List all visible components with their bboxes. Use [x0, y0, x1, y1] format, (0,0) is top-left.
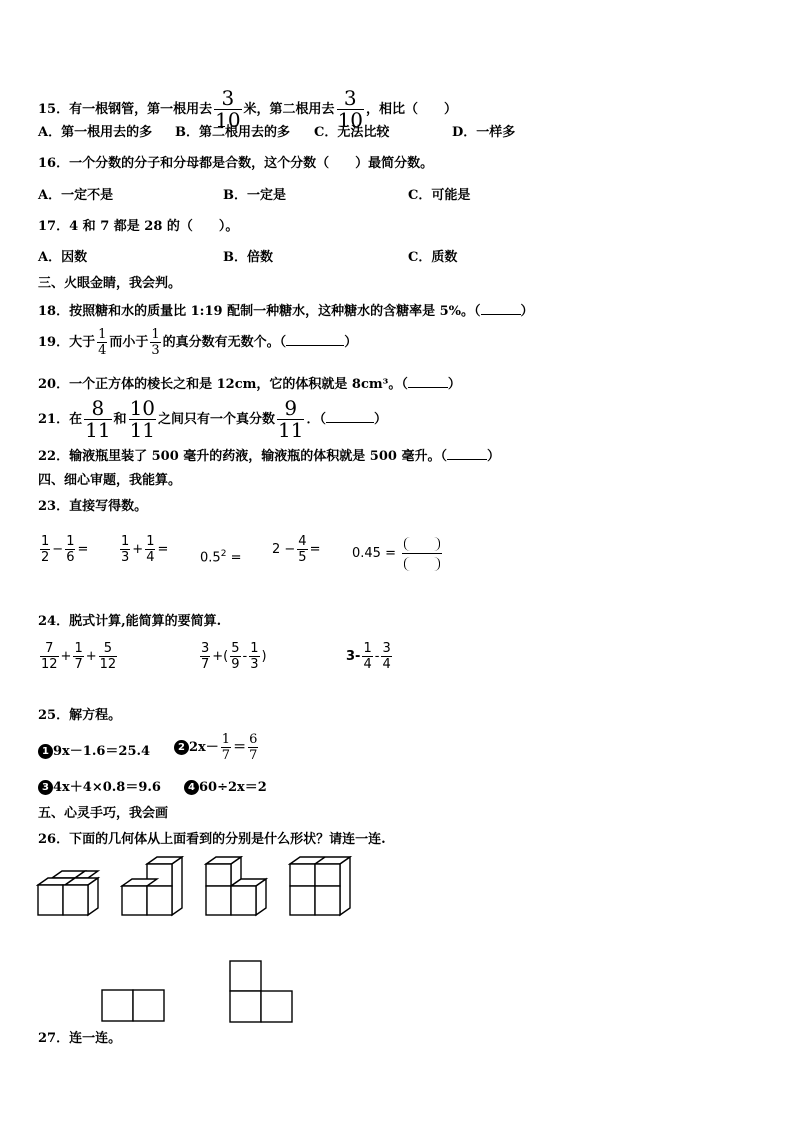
q20-line [38, 375, 461, 393]
q24-e2-frac-3: $\frac{1}{3}$ [250, 641, 259, 672]
q23-expr-3: $0.5^2$ = [200, 549, 242, 566]
q23-e4-frac: $\frac{4}{5}$ [298, 534, 307, 565]
q18-line [38, 302, 534, 320]
q19-text-c: 的真分数有无数个。（ [162, 335, 287, 350]
q21-text-b: 和 [113, 412, 127, 427]
q26-view-b[interactable] [228, 959, 296, 1025]
q25-equation-1: 1 9x－1.6＝25.4 [38, 744, 150, 760]
q23-e5-denominator-blank[interactable] [404, 557, 440, 571]
q24-e1-frac-1: $\frac{7}{12}$ [41, 641, 58, 672]
q18-text: 18．按照糖和水的质量比 1:19 配制一种糖水，这种糖水的含糖率是 5%。（ [38, 304, 481, 319]
section-3-heading: 三、火眼金睛，我会判。 [38, 276, 182, 291]
q23-expr-5: 0.45 = [352, 534, 444, 573]
q19-close-paren: ） [344, 335, 358, 350]
section-5-heading: 五、心灵手巧，我会画 [38, 806, 169, 821]
q23-expr-4: 2 − $\frac{4}{5}$ = [272, 534, 321, 565]
q21-answer-blank[interactable] [326, 410, 374, 423]
q23-e2-frac-2: $\frac{1}{4}$ [146, 534, 155, 565]
q16-option-c[interactable]: C．可能是 [408, 188, 471, 203]
q21-fraction-2: $\frac{10}{11}$ [129, 396, 156, 442]
q23-e5-blank-fraction[interactable] [402, 534, 442, 573]
q20-answer-blank[interactable] [408, 375, 448, 388]
q15-option-c[interactable]: C．无法比较 [314, 125, 390, 140]
q22-line [38, 447, 500, 465]
q22-close-paren: ） [486, 449, 500, 464]
q23-title: 23．直接写得数。 [38, 499, 148, 514]
q15-fraction-2: $\frac{3}{10}$ [337, 86, 364, 132]
q24-expr-1: $\frac{7}{12}$ + $\frac{1}{7}$ + $\frac{5}{12}$ [41, 641, 117, 672]
q23-expr-1: $\frac{1}{2}$ − $\frac{1}{6}$ = [41, 534, 89, 565]
q26-title: 26．下面的几何体从上面看到的分别是什么形状？请连一连. [38, 832, 386, 847]
q24-e2-frac-1: $\frac{3}{7}$ [201, 641, 210, 672]
q17-option-c[interactable]: C．质数 [408, 250, 458, 265]
q21-fraction-3: $\frac{9}{11}$ [278, 396, 304, 442]
q25-marker-1: 1 [38, 744, 53, 759]
q15-text-c: ，相比（ ） [366, 102, 458, 117]
q24-expr-2: $\frac{3}{7}$ +( $\frac{5}{9}$ - $\frac{1}{3}$ ) [201, 641, 267, 672]
q25-equation-2: 2 2x－ $\frac{1}{7}$ ＝ $\frac{6}{7}$ [174, 732, 260, 763]
q25-e2-frac-1: $\frac{1}{7}$ [221, 732, 231, 763]
q25-e2-frac-2: $\frac{6}{7}$ [249, 732, 258, 763]
q18-answer-blank[interactable] [481, 302, 521, 315]
section-4-heading: 四、细心审题，我能算。 [38, 473, 182, 488]
q23-e5-numerator-blank[interactable] [404, 537, 440, 551]
q17-stem: 17．4 和 7 都是 28 的（ ）。 [38, 219, 239, 234]
q21-line [38, 398, 387, 441]
q19-answer-blank[interactable] [286, 333, 344, 346]
q24-e3-frac-2: $\frac{3}{4}$ [382, 641, 391, 672]
q21-fraction-1: $\frac{8}{11}$ [85, 396, 111, 442]
q22-answer-blank[interactable] [447, 447, 487, 460]
q24-expr-3: 3- $\frac{1}{4}$ - $\frac{3}{4}$ [346, 641, 391, 672]
q19-text-b: 而小于 [109, 335, 149, 350]
q15-option-b[interactable]: B．第二根用去的多 [175, 125, 290, 140]
q16-option-a[interactable]: A．一定不是 [38, 188, 114, 203]
q27-title: 27．连一连。 [38, 1031, 122, 1046]
q25-marker-3: 3 [38, 780, 53, 795]
q15-text-b: 米，第二根用去 [243, 102, 335, 117]
q26-solid-2[interactable] [120, 856, 186, 918]
q16-option-b[interactable]: B．一定是 [223, 188, 286, 203]
q26-solid-4[interactable] [288, 856, 354, 918]
q17-option-b[interactable]: B．倍数 [223, 250, 273, 265]
q24-e1-frac-2: $\frac{1}{7}$ [74, 641, 83, 672]
q25-title: 25．解方程。 [38, 708, 122, 723]
q21-text-a: 21．在 [38, 412, 83, 427]
q22-text: 22．输液瓶里装了 500 毫升的药液，输液瓶的体积就是 500 毫升。（ [38, 449, 447, 464]
q21-text-c: 之间只有一个真分数 [158, 412, 276, 427]
q25-marker-2: 2 [174, 740, 189, 755]
q23-e2-frac-1: $\frac{1}{3}$ [121, 534, 130, 565]
q15-option-d[interactable]: D．一样多 [452, 125, 516, 140]
q19-fraction-1: $\frac{1}{4}$ [98, 327, 107, 358]
q26-solid-3[interactable] [204, 856, 270, 918]
q17-option-a[interactable]: A．因数 [38, 250, 88, 265]
q15-option-a[interactable]: A．第一根用去的多 [38, 125, 153, 140]
q25-equation-3: 3 4x＋4×0.8＝9.6 [38, 780, 161, 796]
q23-e1-frac-1: $\frac{1}{2}$ [41, 534, 50, 565]
q24-e3-frac-1: $\frac{1}{4}$ [363, 641, 372, 672]
q24-e2-frac-2: $\frac{5}{9}$ [231, 641, 240, 672]
q21-text-d: ．（ [306, 412, 326, 427]
q25-marker-4: 4 [184, 780, 199, 795]
q19-fraction-2: $\frac{1}{3}$ [151, 327, 160, 358]
q20-close-paren: ） [447, 377, 461, 392]
q24-e1-frac-3: $\frac{5}{12}$ [99, 641, 117, 672]
q18-close-paren: ） [520, 304, 534, 319]
q24-title: 24．脱式计算,能简算的要简算. [38, 614, 222, 629]
q26-solid-1[interactable] [36, 870, 102, 918]
q15-fraction-1: $\frac{3}{10}$ [215, 86, 241, 132]
q16-stem: 16．一个分数的分子和分母都是合数，这个分数（ ）最简分数。 [38, 156, 434, 171]
q20-text: 20．一个正方体的棱长之和是 12cm，它的体积就是 8cm³。（ [38, 377, 408, 392]
q15-text-a: 15．有一根钢管，第一根用去 [38, 102, 213, 117]
q23-expr-2: $\frac{1}{3}$ + $\frac{1}{4}$ = [121, 534, 169, 565]
q19-line [38, 327, 357, 358]
q25-equation-4: 4 60÷2x＝2 [184, 780, 267, 796]
q23-e1-frac-2: $\frac{1}{6}$ [66, 534, 75, 565]
q21-close-paren: ） [374, 412, 388, 427]
q19-text-a: 19．大于 [38, 335, 96, 350]
q26-view-a[interactable] [100, 988, 168, 1024]
